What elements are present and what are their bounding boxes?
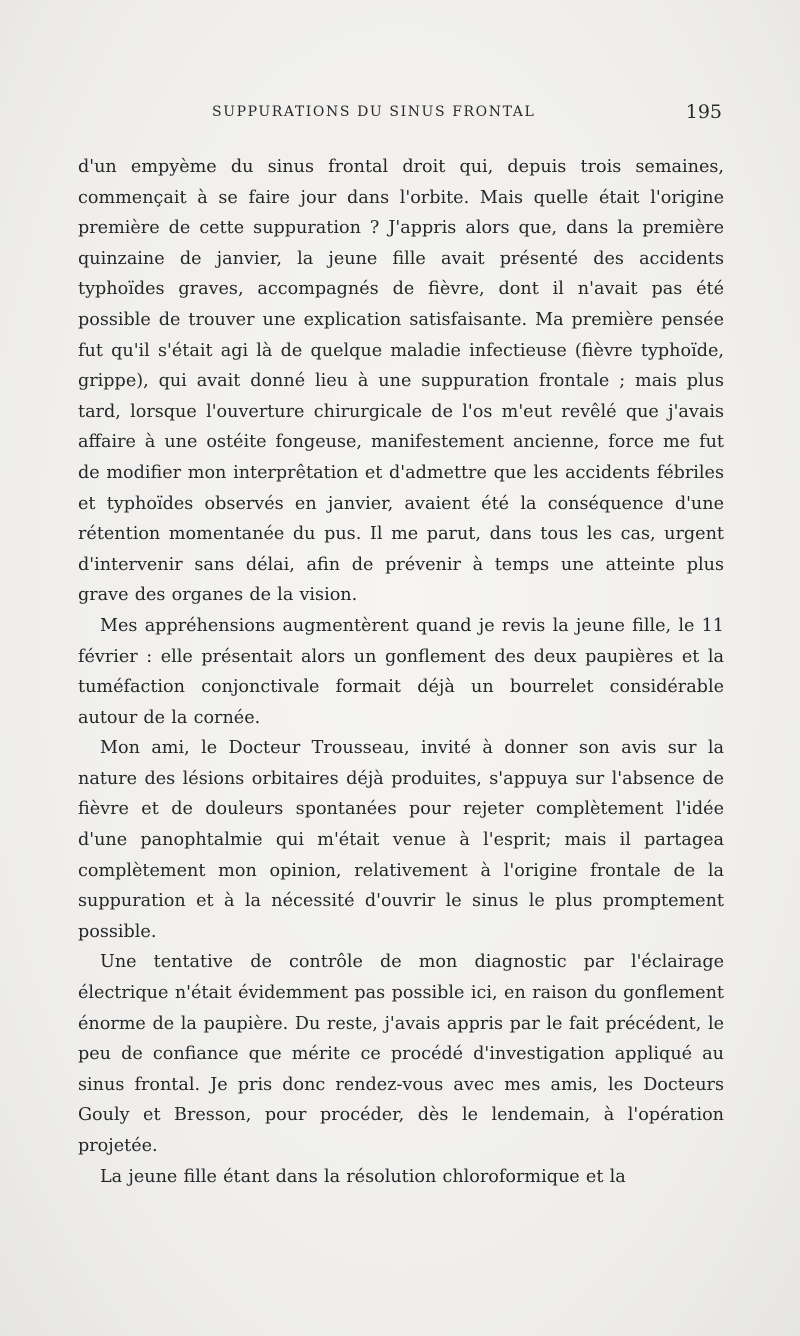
- running-title: SUPPURATIONS DU SINUS FRONTAL: [212, 104, 536, 120]
- page-header: [78, 101, 722, 130]
- body-text: [78, 152, 724, 1192]
- paragraph: La jeune fille étant dans la résolution chloroformique et la: [100, 1166, 626, 1187]
- paragraph: Mes appréhensions augmentèrent quand je revis la jeune fille, le 11 février : elle présentait alors un gonflement des deux paupières et la tuméfaction conjonctivale formait déjà un bourrelet considérable autour de la cornée.: [78, 615, 724, 728]
- paragraph-continued: d'un empyème du sinus frontal droit qui, depuis trois semaines, commençait à se faire jour dans l'orbite. Mais quelle était l'origine première de cette suppuration ? J'appris alors que, dans la première quinzaine de janvier, la jeune fille avait présenté des accidents typhoïdes graves, accompagnés de fièvre, dont il n'avait pas été possible de trouver une explication satisfaisante. Ma première pensée fut qu'il s'était agi là de quelque maladie infectieuse (fièvre typhoïde, grippe), qui avait donné lieu à une suppuration frontale ; mais plus tard, lorsque l'ouverture chirurgicale de l'os m'eut revêlé que j'avais affaire à une ostéite fongeuse, manifestement ancienne, force me fut de modifier mon interprêtation et d'admettre que les accidents fébriles et typhoïdes observés en janvier, avaient été la conséquence d'une rétention momentanée du pus. Il me parut, dans tous les cas, urgent d'intervenir sans délai, afin de prévenir à temps une atteinte plus grave des organes de la vision.: [78, 157, 724, 606]
- page-number: 195: [685, 101, 722, 123]
- paragraph: Mon ami, le Docteur Trousseau, invité à donner son avis sur la nature des lésions orbitaires déjà produites, s'appuya sur l'absence de fièvre et de douleurs spontanées pour rejeter complètement l'idée d'une panophtalmie qui m'était venue à l'esprit; mais il partagea complètement mon opinion, relativement à l'origine frontale de la suppuration et à la nécessité d'ouvrir le sinus le plus promptement possible.: [78, 738, 724, 942]
- paragraph: Une tentative de contrôle de mon diagnostic par l'éclairage électrique n'était évidemment pas possible ici, en raison du gonflement énorme de la paupière. Du reste, j'avais appris par le fait précédent, le peu de confiance que mérite ce procédé d'investigation appliqué au sinus frontal. Je pris donc rendez-vous avec mes amis, les Docteurs Gouly et Bresson, pour procéder, dès le lendemain, à l'opération projetée.: [78, 952, 724, 1156]
